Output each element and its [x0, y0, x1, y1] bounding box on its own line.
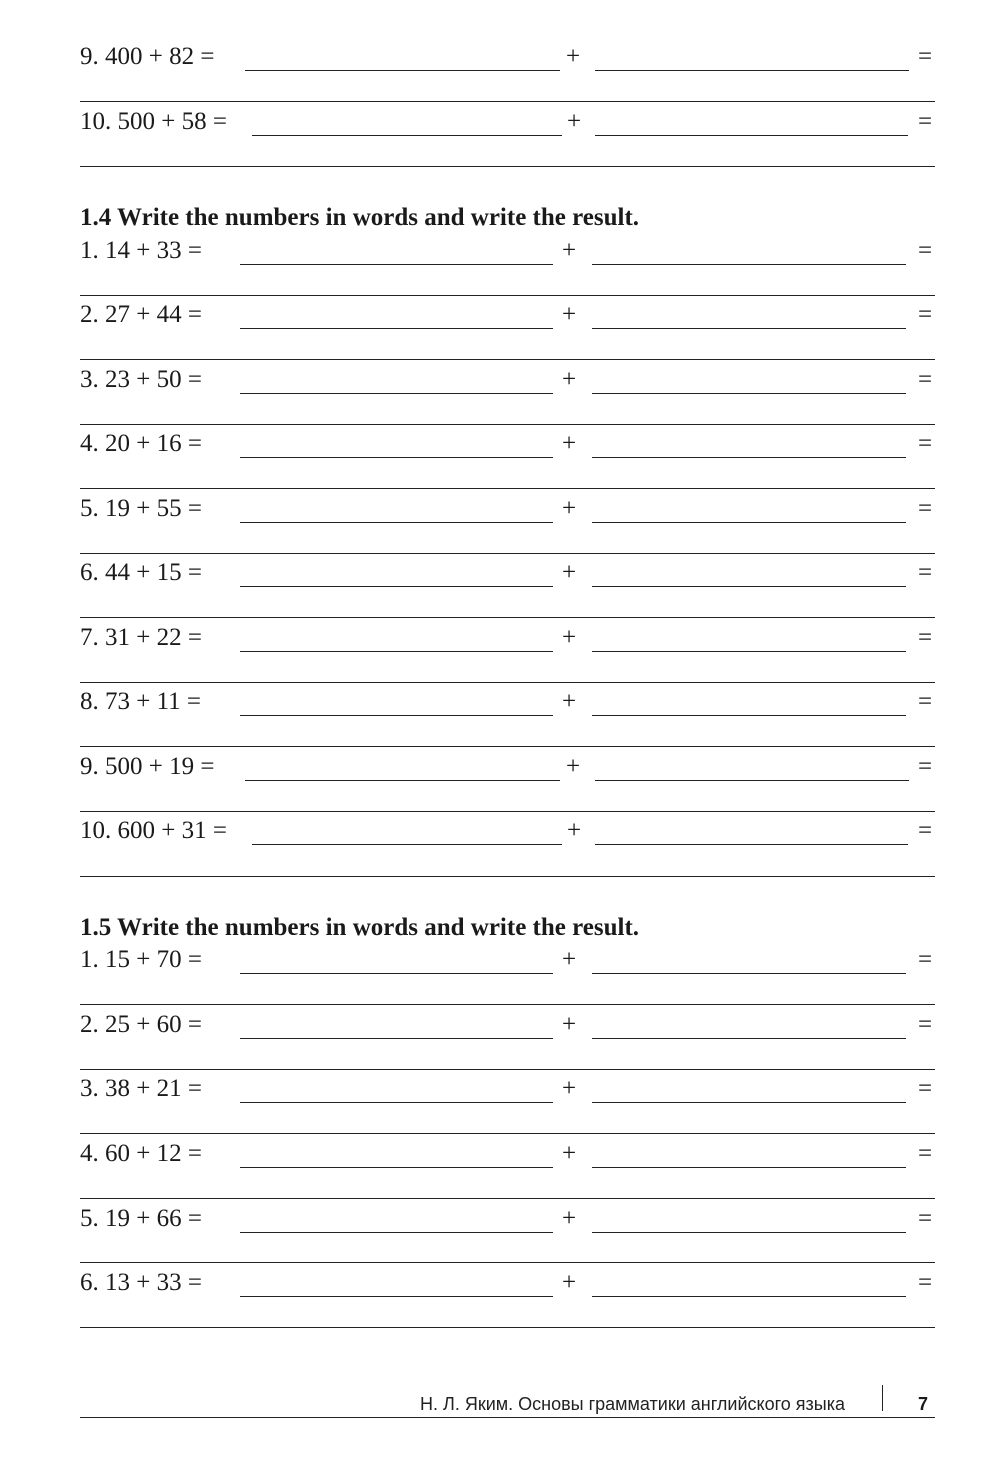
- exercise-row: [80, 1139, 935, 1169]
- plus-sign: +: [562, 1075, 577, 1102]
- exercise-expression: 6. 13 + 33 =: [80, 1269, 202, 1296]
- first-addend-blank[interactable]: [240, 1167, 553, 1168]
- exercise-row: [80, 42, 935, 72]
- exercise-expression: 4. 60 + 12 =: [80, 1140, 202, 1167]
- first-addend-blank[interactable]: [252, 135, 562, 136]
- exercise-row: [80, 1074, 935, 1104]
- footer-book-title: Н. Л. Яким. Основы грамматики английского языка: [420, 1394, 845, 1414]
- result-answer-line[interactable]: [80, 1198, 935, 1199]
- exercise-row: [80, 623, 935, 653]
- result-answer-line[interactable]: [80, 101, 935, 102]
- first-addend-blank[interactable]: [240, 1102, 553, 1103]
- second-addend-blank[interactable]: [592, 328, 906, 329]
- second-addend-blank[interactable]: [592, 522, 906, 523]
- exercise-expression: 1. 14 + 33 =: [80, 237, 202, 264]
- equals-sign: =: [918, 817, 933, 844]
- second-addend-blank[interactable]: [592, 1232, 906, 1233]
- equals-sign: =: [918, 1140, 933, 1167]
- plus-sign: +: [562, 301, 577, 328]
- exercise-row: [80, 558, 935, 588]
- equals-sign: =: [918, 946, 933, 973]
- exercise-row: [80, 752, 935, 782]
- equals-sign: =: [918, 495, 933, 522]
- footer-divider: [882, 1385, 883, 1411]
- result-answer-line[interactable]: [80, 1262, 935, 1263]
- exercise-row: [80, 1010, 935, 1040]
- exercise-expression: 1. 15 + 70 =: [80, 946, 202, 973]
- plus-sign: +: [562, 688, 577, 715]
- first-addend-blank[interactable]: [240, 264, 553, 265]
- plus-sign: +: [562, 946, 577, 973]
- equals-sign: =: [918, 430, 933, 457]
- exercise-expression: 9. 500 + 19 =: [80, 753, 215, 780]
- second-addend-blank[interactable]: [595, 844, 908, 845]
- exercise-expression: 2. 27 + 44 =: [80, 301, 202, 328]
- plus-sign: +: [562, 1140, 577, 1167]
- result-answer-line[interactable]: [80, 553, 935, 554]
- plus-sign: +: [562, 430, 577, 457]
- second-addend-blank[interactable]: [595, 70, 909, 71]
- result-answer-line[interactable]: [80, 682, 935, 683]
- exercise-row: [80, 494, 935, 524]
- exercise-row: [80, 300, 935, 330]
- plus-sign: +: [562, 1205, 577, 1232]
- equals-sign: =: [918, 1075, 933, 1102]
- first-addend-blank[interactable]: [252, 844, 562, 845]
- exercise-expression: 5. 19 + 55 =: [80, 495, 202, 522]
- exercise-row: [80, 1204, 935, 1234]
- exercise-expression: 9. 400 + 82 =: [80, 43, 215, 70]
- equals-sign: =: [918, 1011, 933, 1038]
- equals-sign: =: [918, 43, 933, 70]
- first-addend-blank[interactable]: [240, 1232, 553, 1233]
- second-addend-blank[interactable]: [592, 1102, 906, 1103]
- exercise-row: [80, 365, 935, 395]
- exercise-row: [80, 687, 935, 717]
- second-addend-blank[interactable]: [592, 586, 906, 587]
- first-addend-blank[interactable]: [240, 522, 553, 523]
- result-answer-line[interactable]: [80, 1004, 935, 1005]
- exercise-heading: 1.5 Write the numbers in words and write the result.: [80, 914, 640, 941]
- plus-sign: +: [566, 753, 581, 780]
- first-addend-blank[interactable]: [240, 1038, 553, 1039]
- second-addend-blank[interactable]: [595, 135, 908, 136]
- result-answer-line[interactable]: [80, 1327, 935, 1328]
- exercise-row: [80, 816, 935, 846]
- first-addend-blank[interactable]: [240, 457, 553, 458]
- equals-sign: =: [918, 624, 933, 651]
- second-addend-blank[interactable]: [592, 1167, 906, 1168]
- result-answer-line[interactable]: [80, 1069, 935, 1070]
- plus-sign: +: [566, 43, 581, 70]
- plus-sign: +: [567, 108, 582, 135]
- second-addend-blank[interactable]: [592, 973, 906, 974]
- first-addend-blank[interactable]: [245, 780, 560, 781]
- exercise-heading: 1.4 Write the numbers in words and write the result.: [80, 204, 640, 231]
- second-addend-blank[interactable]: [592, 1038, 906, 1039]
- first-addend-blank[interactable]: [240, 586, 553, 587]
- second-addend-blank[interactable]: [592, 1296, 906, 1297]
- result-answer-line[interactable]: [80, 488, 935, 489]
- equals-sign: =: [918, 1205, 933, 1232]
- result-answer-line[interactable]: [80, 359, 935, 360]
- plus-sign: +: [562, 1269, 577, 1296]
- exercise-expression: 8. 73 + 11 =: [80, 688, 202, 715]
- footer-rule: [80, 1417, 935, 1418]
- plus-sign: +: [562, 237, 577, 264]
- result-answer-line[interactable]: [80, 1133, 935, 1134]
- plus-sign: +: [562, 624, 577, 651]
- plus-sign: +: [567, 817, 582, 844]
- exercise-expression: 10. 500 + 58 =: [80, 108, 227, 135]
- plus-sign: +: [562, 559, 577, 586]
- result-answer-line[interactable]: [80, 876, 935, 877]
- result-answer-line[interactable]: [80, 424, 935, 425]
- result-answer-line[interactable]: [80, 166, 935, 167]
- equals-sign: =: [918, 237, 933, 264]
- equals-sign: =: [918, 366, 933, 393]
- first-addend-blank[interactable]: [240, 393, 553, 394]
- first-addend-blank[interactable]: [240, 1296, 553, 1297]
- equals-sign: =: [918, 301, 933, 328]
- exercise-row: [80, 945, 935, 975]
- exercise-row: [80, 1268, 935, 1298]
- equals-sign: =: [918, 1269, 933, 1296]
- first-addend-blank[interactable]: [240, 715, 553, 716]
- exercise-row: [80, 429, 935, 459]
- plus-sign: +: [562, 495, 577, 522]
- exercise-expression: 6. 44 + 15 =: [80, 559, 202, 586]
- equals-sign: =: [918, 688, 933, 715]
- second-addend-blank[interactable]: [592, 715, 906, 716]
- second-addend-blank[interactable]: [592, 457, 906, 458]
- exercise-expression: 10. 600 + 31 =: [80, 817, 227, 844]
- result-answer-line[interactable]: [80, 746, 935, 747]
- first-addend-blank[interactable]: [240, 973, 553, 974]
- exercise-expression: 3. 23 + 50 =: [80, 366, 202, 393]
- equals-sign: =: [918, 108, 933, 135]
- exercise-expression: 3. 38 + 21 =: [80, 1075, 202, 1102]
- first-addend-blank[interactable]: [245, 70, 560, 71]
- second-addend-blank[interactable]: [592, 651, 906, 652]
- plus-sign: +: [562, 1011, 577, 1038]
- exercise-row: [80, 107, 935, 137]
- plus-sign: +: [562, 366, 577, 393]
- second-addend-blank[interactable]: [595, 780, 909, 781]
- result-answer-line[interactable]: [80, 811, 935, 812]
- exercise-row: [80, 236, 935, 266]
- first-addend-blank[interactable]: [240, 651, 553, 652]
- second-addend-blank[interactable]: [592, 264, 906, 265]
- exercise-expression: 2. 25 + 60 =: [80, 1011, 202, 1038]
- exercise-expression: 4. 20 + 16 =: [80, 430, 202, 457]
- equals-sign: =: [918, 753, 933, 780]
- exercise-expression: 5. 19 + 66 =: [80, 1205, 202, 1232]
- result-answer-line[interactable]: [80, 295, 935, 296]
- first-addend-blank[interactable]: [240, 328, 553, 329]
- second-addend-blank[interactable]: [592, 393, 906, 394]
- result-answer-line[interactable]: [80, 617, 935, 618]
- exercise-expression: 7. 31 + 22 =: [80, 624, 202, 651]
- equals-sign: =: [918, 559, 933, 586]
- footer-page-number: 7: [918, 1394, 929, 1414]
